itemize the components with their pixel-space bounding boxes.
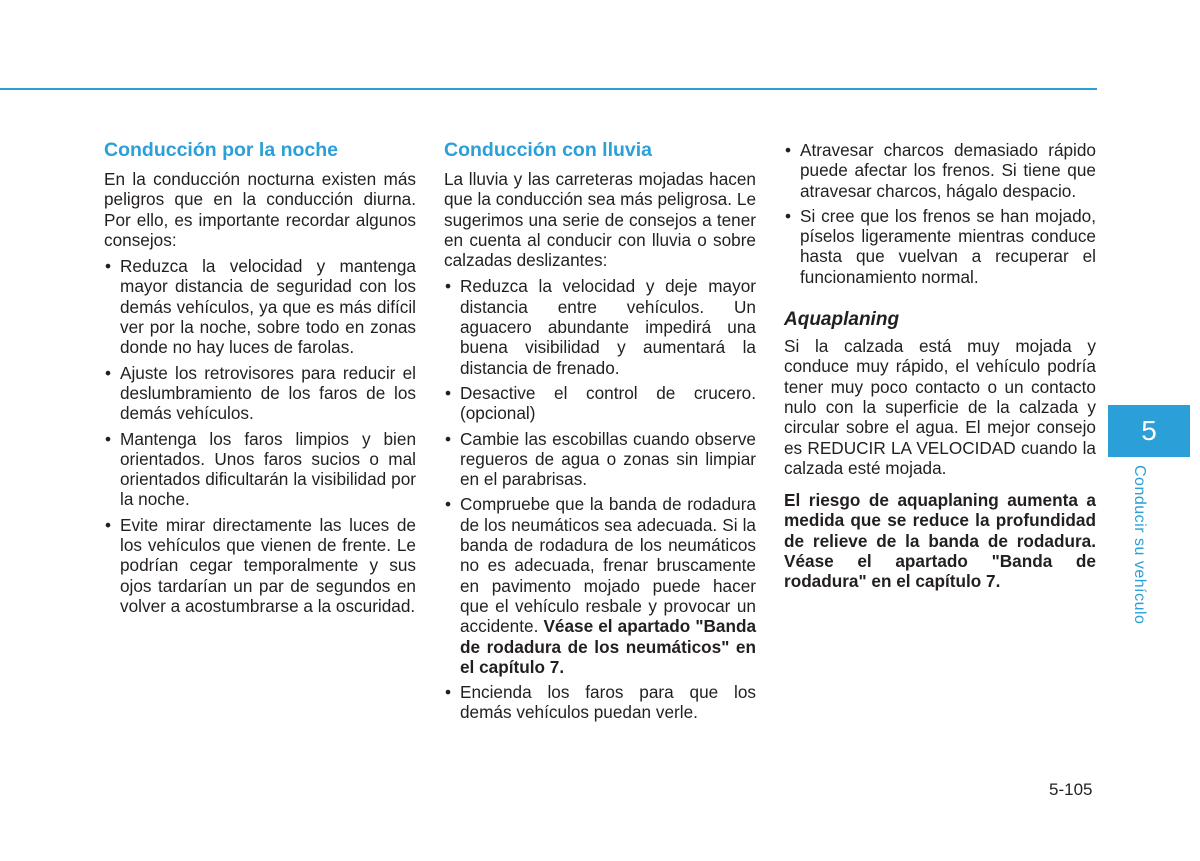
aquaplaning-body: Si la calzada está muy mojada y conduce muy rápido, el vehículo podría tener muy poco contacto o un contacto nulo con la superficie de la calzada y circular sobre el agua. El mejor consejo es REDUCIR LA VELOCIDAD cuando la calzada esté mojada. — [784, 336, 1096, 478]
chapter-number-tab: 5 — [1108, 405, 1190, 457]
section-title-night: Conducción por la noche — [104, 139, 339, 161]
column-aquaplaning — [784, 140, 1096, 598]
section-title-rain: Conducción con lluvia — [444, 139, 653, 161]
list-item: • Desactive el control de crucero. (opcional) — [444, 383, 756, 424]
list-item-tread — [444, 494, 756, 677]
aquaplaning-warning: El riesgo de aquaplaning aumenta a medida que se reduce la profundidad de relieve de la banda de rodadura. Véase el apartado "Banda de rodadura" en el capítulo 7. — [784, 490, 1096, 592]
list-item: • Cambie las escobillas cuando observe regueros de agua o zonas sin limpiar en el parabrisas. — [444, 429, 756, 490]
chapter-title: Conducir su vehículo — [1131, 465, 1148, 625]
header-rule — [0, 88, 1097, 90]
section-title-aquaplaning: Aquaplaning — [784, 309, 900, 331]
rain-tips-list — [444, 276, 756, 722]
night-tips-list — [104, 256, 416, 616]
column-night-driving — [104, 138, 416, 621]
list-item: • Ajuste los retrovisores para reducir el deslumbramiento de los faros de los demás vehículos. — [104, 363, 416, 424]
list-item: • Atravesar charcos demasiado rápido puede afectar los frenos. Si tiene que atravesar charcos, hágalo despacio. — [784, 140, 1096, 201]
page-number: 5-105 — [1049, 780, 1093, 799]
column-rain-driving — [444, 138, 756, 728]
list-item: • Mantenga los faros limpios y bien orientados. Unos faros sucios o mal orientados dificultarán la visibilidad por la noche. — [104, 429, 416, 510]
rain-intro: La lluvia y las carreteras mojadas hacen que la conducción sea más peligrosa. Le sugerimos una serie de consejos a tener en cuenta al conducir con lluvia o sobre calzadas deslizantes: — [444, 169, 756, 271]
list-item: • Si cree que los frenos se han mojado, píselos ligeramente mientras conduce hasta que vuelvan a recuperar el funcionamiento normal. — [784, 206, 1096, 287]
list-item: • Reduzca la velocidad y deje mayor distancia entre vehículos. Un aguacero abundante impedirá una buena visibilidad y aumentará la distancia de frenado. — [444, 276, 756, 377]
tread-reference: Véase el apartado "Banda de rodadura de los neumáticos" en el capítulo 7. — [460, 616, 756, 677]
list-item: • Evite mirar directamente las luces de los vehículos que vienen de frente. Le podrían cegar temporalmente y sus ojos tardarían un par de segundos en volver a acostumbrarse a la oscuridad. — [104, 515, 416, 616]
tread-text: Compruebe que la banda de rodadura de los neumáticos sea adecuada. Si la banda de rodadura de los neumáticos no es adecuada, frenar bruscamente en pavimento mojado puede hacer que el vehículo resbale y provocar un accidente. — [460, 494, 756, 637]
puddle-tips-list — [784, 140, 1096, 287]
night-intro: En la conducción nocturna existen más peligros que en la conducción diurna. Por ello, es importante recordar algunos consejos: — [104, 169, 416, 250]
list-item: • Reduzca la velocidad y mantenga mayor distancia de seguridad con los demás vehículos, ya que es más difícil ver por la noche, sobre todo en zonas donde no hay luces de farolas. — [104, 256, 416, 357]
list-item: • Encienda los faros para que los demás vehículos puedan verle. — [444, 682, 756, 723]
